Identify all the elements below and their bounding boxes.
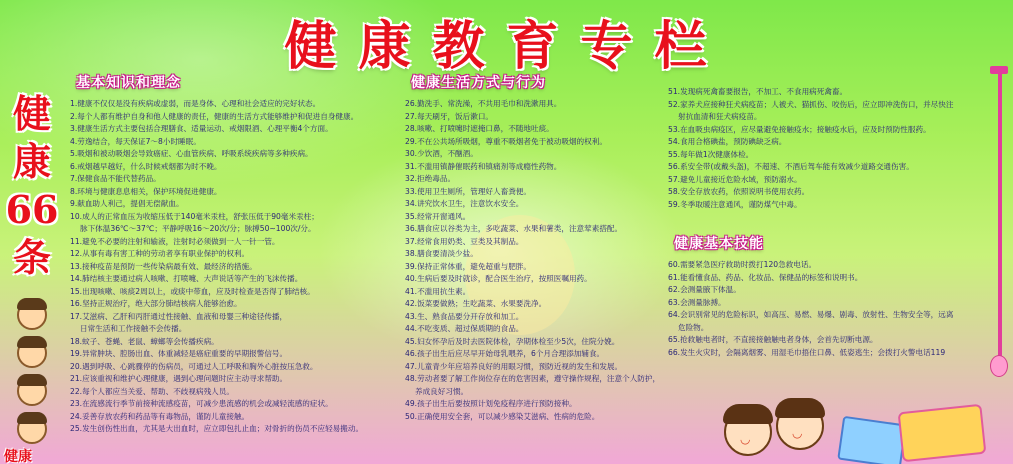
list-item: 27.每天刷牙，饭后漱口。 (405, 111, 494, 121)
list-item: 4.劳逸结合，每天保证7～8小时睡眠。 (70, 136, 201, 146)
list-item: 64.会识别常见的危险标识，如高压、易燃、易爆、剧毒、放射性、生物安全等，远离 (668, 310, 954, 319)
list-item: 6.戒烟越早越好，什么时候戒烟都为时不晚。 (70, 161, 222, 171)
list-item: 39.保持正常体重，避免超重与肥胖。 (405, 261, 531, 271)
list-item: 15.出现咳嗽、咳痰2周以上，或痰中带血，应及时检查是否得了肺结核。 (70, 286, 315, 296)
list-item: 3.健康生活方式主要包括合理膳食、适量运动、戒烟限酒、心理平衡4个方面。 (70, 124, 333, 133)
list-item: 10.成人的正常血压为收缩压低于140毫米汞柱，舒张压低于90毫米汞柱； (70, 211, 319, 221)
child-face-icon (724, 408, 772, 456)
section-lifestyle-continued (668, 86, 998, 359)
list-item: 8.环境与健康息息相关，保护环境促进健康。 (70, 186, 222, 196)
list-item: 28.咳嗽、打喷嚏时遮掩口鼻，不随地吐痰。 (405, 124, 554, 133)
list-item: 24.妥善存放农药和药品等有毒物品，谨防儿童接触。 (70, 411, 250, 421)
child-icon (17, 300, 47, 330)
list-item: 12.从事有毒有害工种的劳动者享有职业保护的权利。 (70, 249, 250, 258)
list-item: 16.坚持正规治疗，绝大部分肺结核病人能够治愈。 (70, 299, 242, 308)
section-basic-knowledge (70, 72, 400, 436)
list-item: 29.不在公共场所吸烟，尊重不吸烟者免于被动吸烟的权利。 (405, 136, 607, 146)
list-item: 5.吸烟和被动吸烟会导致癌症、心血管疾病、呼吸系统疾病等多种疾病。 (70, 149, 313, 158)
child-icon (17, 376, 47, 406)
list-item: 31.不滥用镇静催眠药和镇痛剂等成瘾性药物。 (405, 161, 562, 171)
list-item: 49.孩子出生后要按照计划免疫程序进行预防接种。 (405, 399, 577, 408)
list-item: 38.膳食要清淡少盐。 (405, 249, 478, 258)
balloon-icon (990, 355, 1008, 377)
side-title-char: 康 (12, 139, 51, 184)
list-item: 45.妇女怀孕后及时去医院体检，孕期体检至少5次，住院分娩。 (405, 336, 620, 346)
list-item: 57.避免儿童接近危险水域，预防溺水。 (668, 174, 802, 184)
list-item: 18.蚊子、苍蝇、老鼠、蟑螂等会传播疾病。 (70, 336, 219, 346)
list-item: 26.勤洗手、常洗澡，不共用毛巾和洗漱用具。 (405, 99, 562, 108)
list-item: 53.在血吸虫病疫区，应尽量避免接触疫水；接触疫水后，应及时预防性服药。 (668, 124, 931, 134)
list-item: 54.食用合格碘盐，预防碘缺乏病。 (668, 137, 787, 146)
corner-text: 健康 (4, 449, 32, 464)
gift-box-decoration (837, 416, 907, 464)
side-title-char: 66 (5, 187, 59, 232)
list-item: 13.接种疫苗是预防一些传染病最有效、最经济的措施。 (70, 261, 257, 271)
list-item: 脉下体温36℃～37℃；平静呼吸16～20次/分；脉搏50~100次/分。 (80, 224, 316, 233)
list-item: 25.发生创伤性出血，尤其是大出血时，应立即包扎止血；对骨折的伤员不应轻易搬动。 (70, 424, 364, 433)
list-item: 射抗血清和狂犬病疫苗。 (678, 112, 762, 121)
side-title (5, 90, 59, 282)
side-title-char: 条 (12, 235, 51, 280)
item-list (70, 98, 400, 436)
list-item: 63.会测量脉搏。 (668, 297, 726, 307)
list-item: 32.拒绝毒品。 (405, 174, 456, 183)
list-item: 55.每年做1次健康体检。 (668, 149, 754, 159)
item-list (405, 98, 670, 423)
list-item: 41.不滥用抗生素。 (405, 286, 471, 296)
rail-decoration (998, 70, 1002, 370)
list-item: 58.安全存放农药，依照说明书使用农药。 (668, 187, 810, 196)
side-title-char: 健 (12, 91, 51, 136)
list-item: 20.遇到呼吸、心跳骤停的伤病员，可通过人工呼吸和胸外心脏按压急救。 (70, 361, 318, 371)
child-face-icon (776, 402, 824, 450)
item-list (668, 86, 998, 211)
list-item: 48.劳动者要了解工作岗位存在的危害因素，遵守操作规程，注意个人防护， (405, 374, 661, 383)
list-item: 51.发现病死禽畜要报告，不加工、不食用病死禽畜。 (668, 87, 848, 96)
list-item: 40.生病后要及时就诊，配合医生治疗，按照医嘱用药。 (405, 274, 592, 283)
list-item: 59.冬季取暖注意通风，谨防煤气中毒。 (668, 199, 802, 209)
list-item: 14.肺结核主要通过病人咳嗽、打喷嚏、大声说话等产生的飞沫传播。 (70, 274, 303, 283)
list-item: 7.保健食品不能代替药品。 (70, 174, 161, 183)
list-item: 65.抢救触电者时，不直接接触触电者身体，会首先切断电源。 (668, 335, 878, 344)
list-item: 养成良好习惯。 (415, 386, 469, 396)
list-item: 66.发生火灾时，会隔离烟雾、用湿毛巾捂住口鼻、低姿逃生；会拨打火警电话119 (668, 347, 946, 357)
section-lifestyle (405, 72, 670, 423)
list-item: 42.饭菜要做熟；生吃蔬菜、水果要洗净。 (405, 299, 547, 308)
list-item: 35.经常开窗通风。 (405, 211, 471, 221)
kids-decoration (10, 300, 54, 444)
list-item: 危险物。 (678, 322, 709, 332)
list-item: 22.每个人都应当关爱、帮助、不歧视病残人员。 (70, 386, 234, 396)
list-item: 日常生活和工作接触不会传播。 (80, 324, 187, 333)
child-icon (17, 414, 47, 444)
item-list (668, 259, 998, 359)
list-item: 52.家养犬应接种狂犬病疫苗；人被犬、猫抓伤、咬伤后，应立即冲洗伤口，并尽快注 (668, 99, 954, 109)
list-item: 21.应该重视和维护心理健康，遇到心理问题时应主动寻求帮助。 (70, 374, 288, 383)
section-heading: 基本知识和理念 (76, 75, 181, 91)
gift-box-decoration (898, 404, 987, 463)
page-title: 健康教育专栏 (284, 16, 729, 77)
list-item: 33.使用卫生厕所，管理好人畜粪便。 (405, 186, 531, 196)
list-item: 23.在流感流行季节前接种流感疫苗，可减少患流感的机会或减轻流感的症状。 (70, 399, 333, 408)
section-heading: 健康基本技能 (674, 236, 764, 252)
list-item: 46.孩子出生后应尽早开始母乳喂养，6个月合理添加辅食。 (405, 349, 605, 358)
list-item: 44.不吃变质、超过保质期的食品。 (405, 324, 524, 333)
child-icon (17, 338, 47, 368)
list-item: 37.经常食用奶类、豆类及其制品。 (405, 236, 524, 246)
list-item: 34.讲究饮水卫生，注意饮水安全。 (405, 199, 524, 208)
list-item: 19.异常肿块、腔肠出血、体重减轻是癌症重要的早期报警信号。 (70, 349, 288, 358)
list-item: 11.避免不必要的注射和输液，注射时必须做到一人一针一管。 (70, 236, 280, 246)
list-item: 36.膳食应以谷类为主，多吃蔬菜、水果和薯类，注意荤素搭配。 (405, 224, 623, 233)
list-item: 61.能看懂食品、药品、化妆品、保健品的标签和说明书。 (668, 272, 863, 282)
list-item: 56.系安全带(或戴头盔)，不超速、不酒后驾车能有效减少道路交通伤害。 (668, 162, 914, 171)
section-heading: 健康生活方式与行为 (411, 75, 546, 91)
list-item: 2.每个人都有维护自身和他人健康的责任，健康的生活方式能够维护和促进自身健康。 (70, 111, 359, 121)
list-item: 1.健康不仅仅是没有疾病或虚弱，而是身体、心理和社会适应的完好状态。 (70, 99, 321, 108)
list-item: 9.献血助人利己，提倡无偿献血。 (70, 199, 184, 208)
list-item: 43.生、熟食品要分开存放和加工。 (405, 311, 524, 321)
list-item: 17.艾滋病、乙肝和丙肝通过性接触、血液和母婴三种途径传播， (70, 311, 288, 321)
list-item: 50.正确使用安全套，可以减少感染艾滋病、性病的危险。 (405, 411, 600, 421)
list-item: 62.会测量腋下体温。 (668, 285, 741, 294)
list-item: 47.儿童青少年应培养良好的用眼习惯，预防近视的发生和发展。 (405, 361, 623, 371)
list-item: 60.需要紧急医疗救助时拨打120急救电话。 (668, 260, 817, 269)
list-item: 30.少饮酒，不酗酒。 (405, 149, 478, 158)
